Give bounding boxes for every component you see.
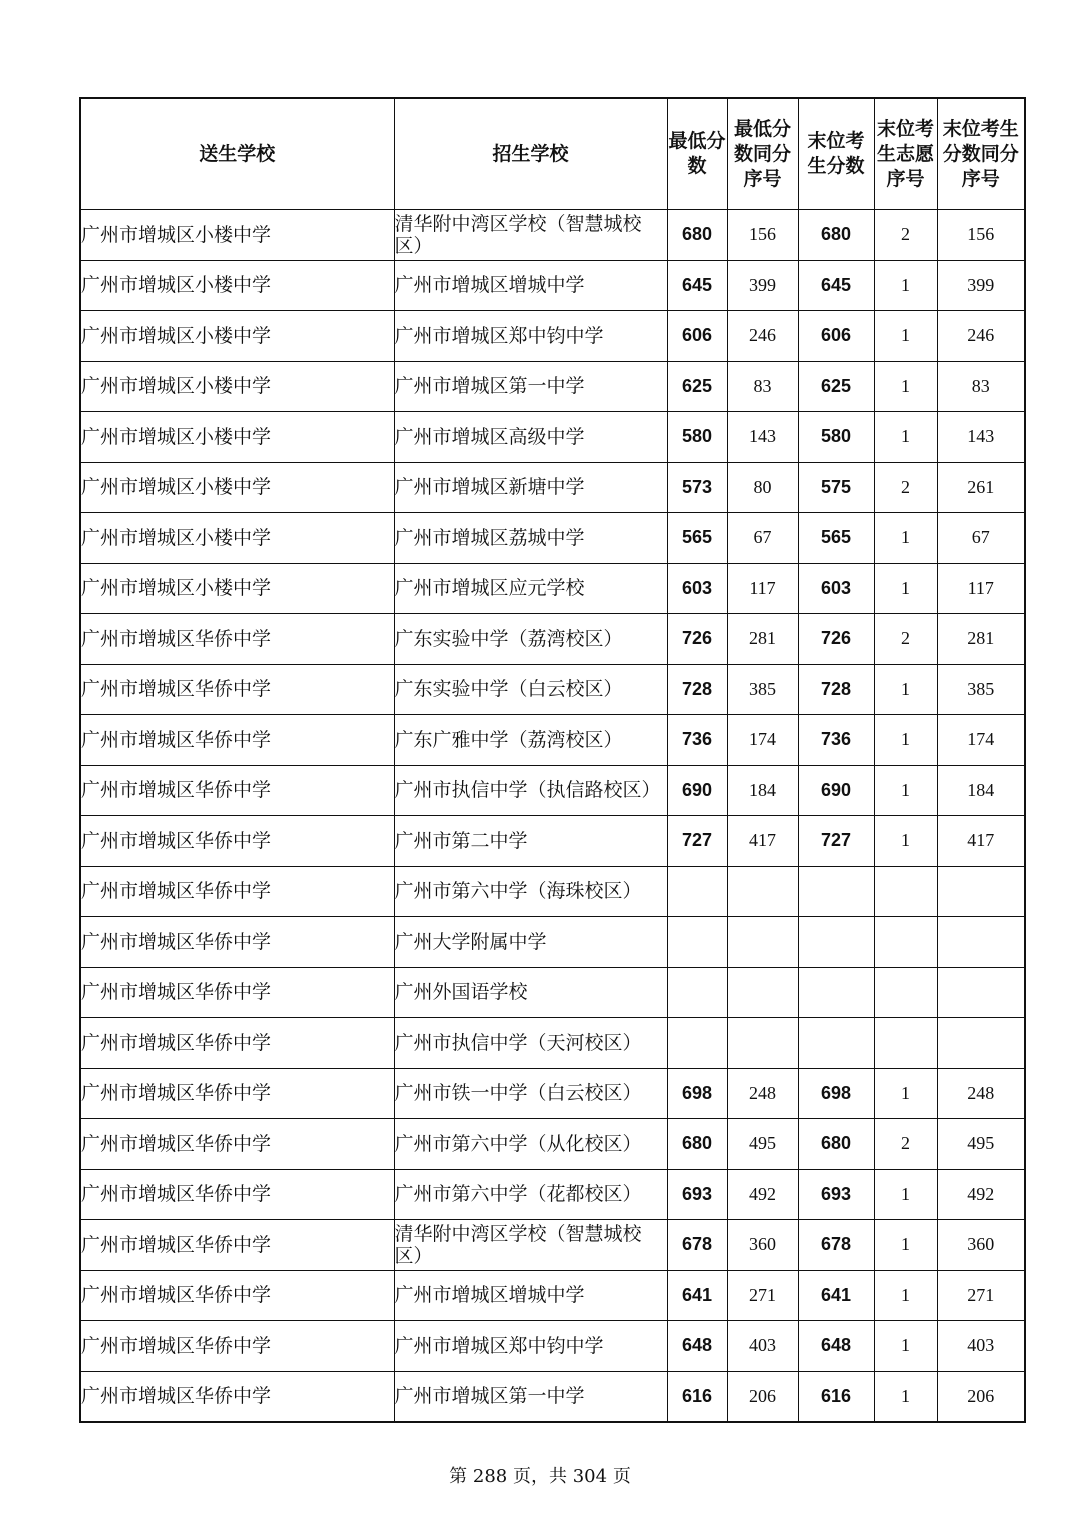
cell-last-score-tie-rank: 495 [937, 1119, 1025, 1170]
table-row [80, 1068, 1025, 1119]
cell-sending-school: 广州市增城区华侨中学 [80, 614, 394, 665]
table-row [80, 412, 1025, 463]
table-row [80, 715, 1025, 766]
cell-last-score: 575 [798, 462, 874, 513]
cell-min-score: 606 [667, 311, 727, 362]
cell-last-choice-rank: 2 [874, 210, 937, 261]
cell-min-score: 728 [667, 664, 727, 715]
cell-min-score-tie-rank [727, 917, 798, 968]
cell-min-score-tie-rank: 67 [727, 513, 798, 564]
cell-last-score-tie-rank: 143 [937, 412, 1025, 463]
cell-last-choice-rank: 1 [874, 765, 937, 816]
table-row [80, 816, 1025, 867]
table-row [80, 210, 1025, 261]
cell-min-score: 693 [667, 1169, 727, 1220]
cell-last-score-tie-rank: 403 [937, 1321, 1025, 1372]
cell-last-choice-rank [874, 1018, 937, 1069]
table-row [80, 1270, 1025, 1321]
cell-last-score-tie-rank: 246 [937, 311, 1025, 362]
cell-last-score-tie-rank: 206 [937, 1371, 1025, 1422]
cell-sending-school: 广州市增城区华侨中学 [80, 1270, 394, 1321]
cell-min-score: 625 [667, 361, 727, 412]
cell-min-score-tie-rank: 156 [727, 210, 798, 261]
cell-last-choice-rank: 1 [874, 412, 937, 463]
table-row [80, 462, 1025, 513]
cell-sending-school: 广州市增城区华侨中学 [80, 917, 394, 968]
cell-admitting-school: 广州市增城区第一中学 [394, 1371, 667, 1422]
cell-last-score-tie-rank: 248 [937, 1068, 1025, 1119]
cell-last-choice-rank: 1 [874, 1169, 937, 1220]
table-row [80, 361, 1025, 412]
cell-admitting-school: 清华附中湾区学校（智慧城校区） [394, 1220, 667, 1271]
cell-admitting-school: 广州大学附属中学 [394, 917, 667, 968]
cell-last-score-tie-rank: 261 [937, 462, 1025, 513]
table-row [80, 866, 1025, 917]
table-row [80, 765, 1025, 816]
cell-admitting-school: 广州市铁一中学（白云校区） [394, 1068, 667, 1119]
cell-last-score: 625 [798, 361, 874, 412]
cell-sending-school: 广州市增城区小楼中学 [80, 513, 394, 564]
cell-last-score: 616 [798, 1371, 874, 1422]
table-row [80, 1018, 1025, 1069]
header-last-choice-rank: 末位考生志愿序号 [874, 98, 937, 210]
admission-score-table [79, 97, 1026, 1423]
cell-min-score: 580 [667, 412, 727, 463]
cell-min-score-tie-rank: 271 [727, 1270, 798, 1321]
cell-admitting-school: 广东实验中学（白云校区） [394, 664, 667, 715]
cell-min-score [667, 1018, 727, 1069]
cell-min-score: 641 [667, 1270, 727, 1321]
footer-current-page: 288 [472, 1466, 508, 1487]
cell-min-score-tie-rank: 143 [727, 412, 798, 463]
cell-min-score-tie-rank: 83 [727, 361, 798, 412]
header-last-score: 末位考生分数 [798, 98, 874, 210]
cell-last-score: 606 [798, 311, 874, 362]
header-min-score: 最低分数 [667, 98, 727, 210]
cell-last-choice-rank: 1 [874, 513, 937, 564]
cell-min-score-tie-rank: 248 [727, 1068, 798, 1119]
cell-min-score-tie-rank [727, 967, 798, 1018]
cell-last-choice-rank: 1 [874, 1321, 937, 1372]
footer-middle: 页，共 [513, 1466, 567, 1487]
header-admitting-school: 招生学校 [394, 98, 667, 210]
header-last-score-tie-rank: 末位考生分数同分序号 [937, 98, 1025, 210]
cell-sending-school: 广州市增城区华侨中学 [80, 1119, 394, 1170]
cell-sending-school: 广州市增城区华侨中学 [80, 1169, 394, 1220]
cell-admitting-school: 广州市执信中学（执信路校区） [394, 765, 667, 816]
cell-min-score-tie-rank [727, 866, 798, 917]
cell-admitting-school: 清华附中湾区学校（智慧城校区） [394, 210, 667, 261]
cell-last-choice-rank: 1 [874, 563, 937, 614]
cell-last-choice-rank [874, 866, 937, 917]
cell-sending-school: 广州市增城区小楼中学 [80, 361, 394, 412]
cell-min-score: 678 [667, 1220, 727, 1271]
cell-min-score-tie-rank [727, 1018, 798, 1069]
cell-admitting-school: 广州外国语学校 [394, 967, 667, 1018]
cell-min-score-tie-rank: 206 [727, 1371, 798, 1422]
cell-sending-school: 广州市增城区华侨中学 [80, 1371, 394, 1422]
cell-last-score: 728 [798, 664, 874, 715]
cell-last-score: 693 [798, 1169, 874, 1220]
cell-last-score: 603 [798, 563, 874, 614]
cell-admitting-school: 广州市第六中学（花都校区） [394, 1169, 667, 1220]
cell-min-score-tie-rank: 492 [727, 1169, 798, 1220]
cell-admitting-school: 广东广雅中学（荔湾校区） [394, 715, 667, 766]
cell-min-score: 736 [667, 715, 727, 766]
cell-last-score-tie-rank: 385 [937, 664, 1025, 715]
cell-min-score: 680 [667, 210, 727, 261]
page-footer [0, 1462, 1080, 1488]
cell-min-score: 645 [667, 260, 727, 311]
cell-last-score: 727 [798, 816, 874, 867]
cell-sending-school: 广州市增城区小楼中学 [80, 563, 394, 614]
cell-admitting-school: 广州市增城区第一中学 [394, 361, 667, 412]
cell-min-score: 726 [667, 614, 727, 665]
cell-sending-school: 广州市增城区小楼中学 [80, 210, 394, 261]
cell-admitting-school: 广州市执信中学（天河校区） [394, 1018, 667, 1069]
table-row [80, 917, 1025, 968]
header-row [80, 98, 1025, 210]
cell-last-score-tie-rank: 156 [937, 210, 1025, 261]
cell-last-choice-rank: 2 [874, 1119, 937, 1170]
cell-last-score: 680 [798, 210, 874, 261]
cell-last-score-tie-rank: 184 [937, 765, 1025, 816]
cell-last-score: 678 [798, 1220, 874, 1271]
cell-last-choice-rank: 1 [874, 715, 937, 766]
table-row [80, 513, 1025, 564]
cell-sending-school: 广州市增城区华侨中学 [80, 1068, 394, 1119]
cell-sending-school: 广州市增城区华侨中学 [80, 1220, 394, 1271]
cell-last-score: 680 [798, 1119, 874, 1170]
cell-sending-school: 广州市增城区华侨中学 [80, 664, 394, 715]
cell-admitting-school: 广州市增城区增城中学 [394, 260, 667, 311]
cell-last-score: 565 [798, 513, 874, 564]
cell-last-score: 648 [798, 1321, 874, 1372]
cell-admitting-school: 广州市第六中学（海珠校区） [394, 866, 667, 917]
cell-last-score-tie-rank: 417 [937, 816, 1025, 867]
cell-last-score: 580 [798, 412, 874, 463]
cell-sending-school: 广州市增城区小楼中学 [80, 311, 394, 362]
cell-last-score-tie-rank: 117 [937, 563, 1025, 614]
cell-min-score-tie-rank: 403 [727, 1321, 798, 1372]
table-row [80, 1220, 1025, 1271]
cell-last-score: 645 [798, 260, 874, 311]
cell-min-score-tie-rank: 417 [727, 816, 798, 867]
table-row [80, 1169, 1025, 1220]
cell-min-score-tie-rank: 399 [727, 260, 798, 311]
table-body [80, 210, 1025, 1423]
cell-last-choice-rank [874, 967, 937, 1018]
table-row [80, 563, 1025, 614]
cell-min-score-tie-rank: 360 [727, 1220, 798, 1271]
cell-sending-school: 广州市增城区小楼中学 [80, 260, 394, 311]
cell-sending-school: 广州市增城区华侨中学 [80, 967, 394, 1018]
table-row [80, 967, 1025, 1018]
cell-last-score-tie-rank: 174 [937, 715, 1025, 766]
footer-suffix: 页 [612, 1466, 631, 1487]
cell-last-score-tie-rank: 67 [937, 513, 1025, 564]
cell-last-score-tie-rank: 271 [937, 1270, 1025, 1321]
table-row [80, 260, 1025, 311]
cell-min-score: 680 [667, 1119, 727, 1170]
cell-last-choice-rank: 1 [874, 664, 937, 715]
cell-last-score: 726 [798, 614, 874, 665]
cell-last-score: 690 [798, 765, 874, 816]
cell-sending-school: 广州市增城区华侨中学 [80, 866, 394, 917]
cell-sending-school: 广州市增城区华侨中学 [80, 715, 394, 766]
cell-last-choice-rank: 1 [874, 361, 937, 412]
cell-last-score [798, 866, 874, 917]
cell-min-score [667, 967, 727, 1018]
cell-last-score-tie-rank: 399 [937, 260, 1025, 311]
cell-last-score: 736 [798, 715, 874, 766]
header-sending-school: 送生学校 [80, 98, 394, 210]
cell-last-score: 698 [798, 1068, 874, 1119]
header-min-score-tie-rank: 最低分数同分序号 [727, 98, 798, 210]
cell-sending-school: 广州市增城区华侨中学 [80, 765, 394, 816]
cell-min-score-tie-rank: 184 [727, 765, 798, 816]
cell-sending-school: 广州市增城区小楼中学 [80, 462, 394, 513]
cell-min-score [667, 917, 727, 968]
cell-last-score-tie-rank [937, 967, 1025, 1018]
cell-last-score-tie-rank: 281 [937, 614, 1025, 665]
cell-min-score-tie-rank: 281 [727, 614, 798, 665]
cell-last-score [798, 917, 874, 968]
cell-min-score [667, 866, 727, 917]
cell-last-score [798, 967, 874, 1018]
cell-last-choice-rank: 1 [874, 311, 937, 362]
cell-admitting-school: 广州市增城区增城中学 [394, 1270, 667, 1321]
table-row [80, 1371, 1025, 1422]
cell-min-score-tie-rank: 385 [727, 664, 798, 715]
cell-last-score-tie-rank: 492 [937, 1169, 1025, 1220]
cell-last-choice-rank: 1 [874, 1220, 937, 1271]
cell-last-choice-rank: 2 [874, 614, 937, 665]
table-row [80, 1321, 1025, 1372]
cell-min-score: 690 [667, 765, 727, 816]
cell-min-score-tie-rank: 174 [727, 715, 798, 766]
cell-last-score-tie-rank: 83 [937, 361, 1025, 412]
cell-min-score-tie-rank: 246 [727, 311, 798, 362]
cell-admitting-school: 广州市增城区荔城中学 [394, 513, 667, 564]
cell-sending-school: 广州市增城区华侨中学 [80, 816, 394, 867]
table-row [80, 1119, 1025, 1170]
cell-sending-school: 广州市增城区华侨中学 [80, 1018, 394, 1069]
cell-min-score: 573 [667, 462, 727, 513]
table-row [80, 311, 1025, 362]
cell-min-score: 698 [667, 1068, 727, 1119]
cell-sending-school: 广州市增城区华侨中学 [80, 1321, 394, 1372]
cell-min-score: 603 [667, 563, 727, 614]
cell-last-score-tie-rank: 360 [937, 1220, 1025, 1271]
cell-last-score [798, 1018, 874, 1069]
cell-min-score-tie-rank: 495 [727, 1119, 798, 1170]
cell-last-score-tie-rank [937, 1018, 1025, 1069]
cell-min-score: 648 [667, 1321, 727, 1372]
cell-last-choice-rank: 1 [874, 260, 937, 311]
cell-admitting-school: 广州市增城区郑中钧中学 [394, 1321, 667, 1372]
cell-sending-school: 广州市增城区小楼中学 [80, 412, 394, 463]
cell-last-choice-rank: 1 [874, 1068, 937, 1119]
footer-total-pages: 304 [572, 1466, 608, 1487]
cell-last-choice-rank: 1 [874, 1371, 937, 1422]
cell-min-score-tie-rank: 80 [727, 462, 798, 513]
cell-admitting-school: 广州市增城区新塘中学 [394, 462, 667, 513]
cell-admitting-school: 广州市增城区郑中钧中学 [394, 311, 667, 362]
cell-last-score: 641 [798, 1270, 874, 1321]
cell-admitting-school: 广东实验中学（荔湾校区） [394, 614, 667, 665]
cell-min-score-tie-rank: 117 [727, 563, 798, 614]
footer-prefix: 第 [449, 1466, 468, 1487]
cell-min-score: 727 [667, 816, 727, 867]
cell-admitting-school: 广州市第六中学（从化校区） [394, 1119, 667, 1170]
cell-last-choice-rank: 1 [874, 1270, 937, 1321]
cell-last-choice-rank: 2 [874, 462, 937, 513]
cell-admitting-school: 广州市增城区高级中学 [394, 412, 667, 463]
table-row [80, 664, 1025, 715]
cell-admitting-school: 广州市增城区应元学校 [394, 563, 667, 614]
cell-min-score: 616 [667, 1371, 727, 1422]
table-row [80, 614, 1025, 665]
cell-last-choice-rank: 1 [874, 816, 937, 867]
cell-admitting-school: 广州市第二中学 [394, 816, 667, 867]
cell-last-score-tie-rank [937, 917, 1025, 968]
cell-last-choice-rank [874, 917, 937, 968]
cell-min-score: 565 [667, 513, 727, 564]
cell-last-score-tie-rank [937, 866, 1025, 917]
